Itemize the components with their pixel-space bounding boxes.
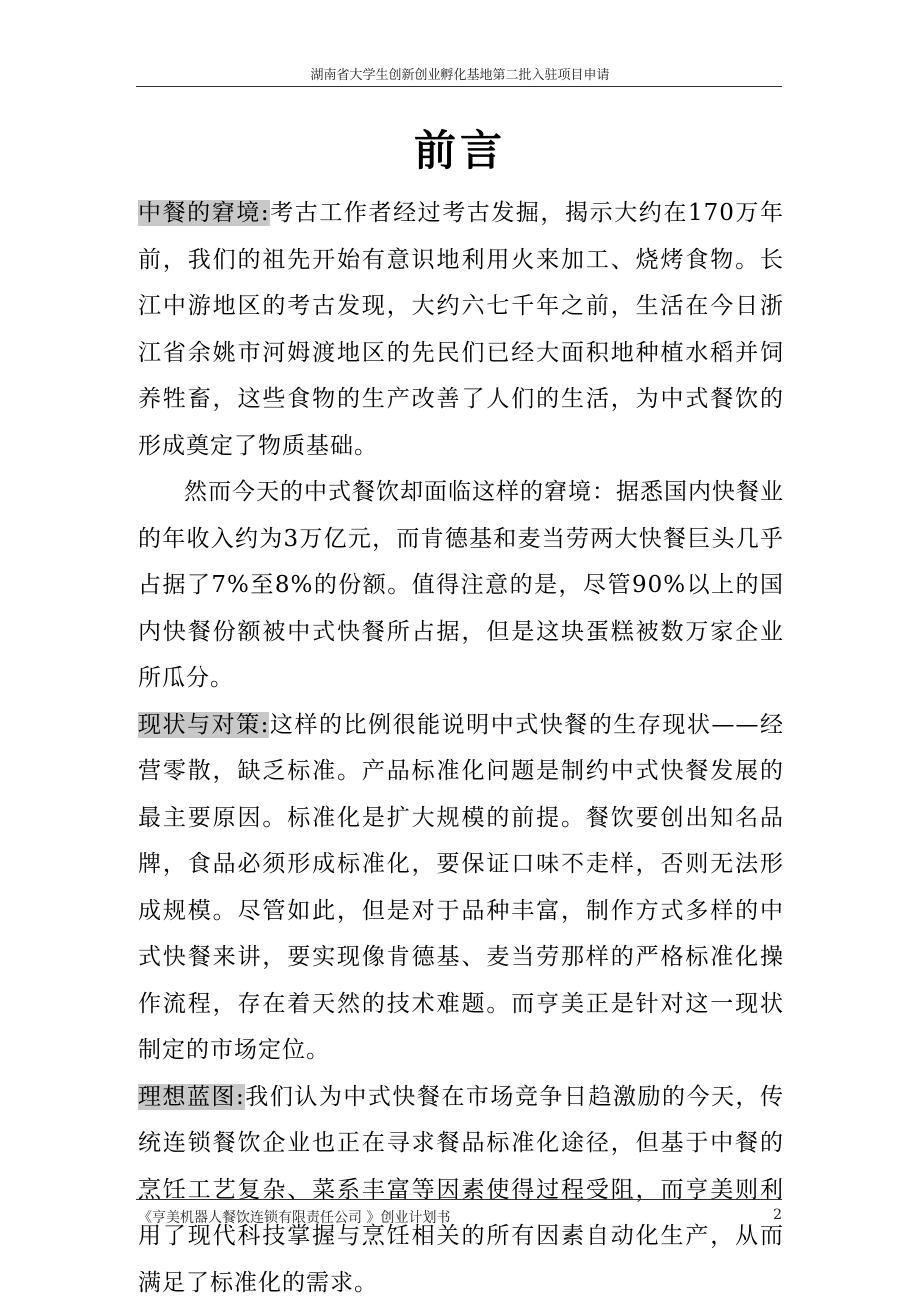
paragraph-intro (138, 190, 784, 469)
page-number: 2 (773, 1207, 782, 1223)
running-header: 湖南省大学生创新创业孵化基地第二批入驻项目申请 (0, 64, 920, 83)
paragraph-text: 我们认为中式快餐在市场竞争日趋激励的今天，传统连锁餐饮企业也正在寻求餐品标准化途径，但基于中餐的烹饪工艺复杂、菜系丰富等因素使得过程受阻，而亨美则利用了现代科技掌握与烹饪相关的所有因素自动化生产，从而满足了标准化的需求。 (138, 1084, 784, 1296)
paragraph-vision (138, 1074, 784, 1306)
paragraph-status (138, 702, 784, 1074)
section-label-vision: 理想蓝图: (138, 1084, 245, 1110)
footer-divider (136, 1199, 782, 1200)
section-label-status: 现状与对策: (138, 712, 269, 738)
paragraph-dilemma: 然而今天的中式餐饮却面临这样的窘境：据悉国内快餐业的年收入约为3万亿元，而肯德基和麦当劳两大快餐巨头几乎占据了7%至8%的份额。值得注意的是，尽管90%以上的国内快餐份额被中式快餐所占据，但是这块蛋糕被数万家企业所瓜分。 (138, 469, 784, 702)
section-label-dilemma: 中餐的窘境: (138, 200, 270, 226)
document-body (138, 190, 784, 1306)
page-title: 前言 (0, 118, 920, 178)
running-footer: 《亨美机器人餐饮连锁有限责任公司 》创业计划书 (138, 1207, 450, 1227)
paragraph-text: 考古工作者经过考古发掘，揭示大约在170万年前，我们的祖先开始有意识地利用火来加工、烧烤食物。长江中游地区的考古发现，大约六七千年之前，生活在今日浙江省余姚市河姆渡地区的先民们已经大面积地种植水稻并饲养牲畜，这些食物的生产改善了人们的生活，为中式餐饮的形成奠定了物质基础。 (138, 200, 784, 459)
header-divider (136, 86, 782, 87)
paragraph-text: 这样的比例很能说明中式快餐的生存现状——经营零散，缺乏标准。产品标准化问题是制约中式快餐发展的最主要原因。标准化是扩大规模的前提。餐饮要创出知名品牌，食品必须形成标准化，要保证口味不走样，否则无法形成规模。尽管如此，但是对于品种丰富，制作方式多样的中式快餐来讲，要实现像肯德基、麦当劳那样的严格标准化操作流程，存在着天然的技术难题。而亨美正是针对这一现状制定的市场定位。 (138, 712, 784, 1064)
